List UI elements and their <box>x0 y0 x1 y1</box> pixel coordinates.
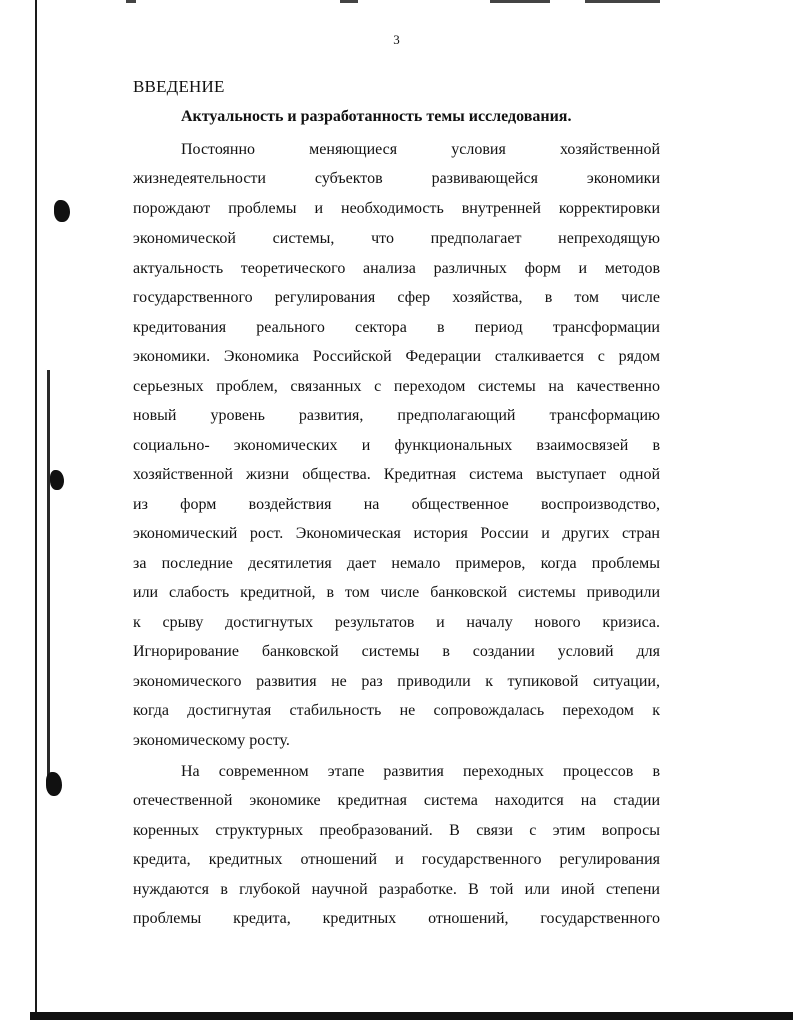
text-line: жизнедеятельности субъектов развивающейся экономики <box>133 170 660 187</box>
text-line: хозяйственной жизни общества. Кредитная система выступает одной <box>133 466 660 483</box>
text-line: коренных структурных преобразований. В связи с этим вопросы <box>133 822 660 839</box>
text-line: Игнорирование банковской системы в создании условий для <box>133 643 660 660</box>
text-line: экономики. Экономика Российской Федерации сталкивается с рядом <box>133 348 660 365</box>
scan-edge-inner <box>47 370 50 790</box>
text-line: экономическому росту. <box>133 732 290 749</box>
text-line: серьезных проблем, связанных с переходом системы на качественно <box>133 378 660 395</box>
scan-artifact <box>490 0 550 3</box>
text-line: новый уровень развития, предполагающий трансформацию <box>133 407 660 424</box>
text-line: когда достигнутая стабильность не сопровождалась переходом к <box>133 702 660 719</box>
text-line: экономического развития не раз приводили к тупиковой ситуации, <box>133 673 660 690</box>
scan-artifact <box>340 0 358 3</box>
scan-artifact <box>46 772 62 796</box>
scan-artifact <box>585 0 660 3</box>
text-line: проблемы кредита, кредитных отношений, государственного <box>133 910 660 927</box>
text-line: из форм воздействия на общественное воспроизводство, <box>133 496 660 513</box>
text-line: экономической системы, что предполагает непреходящую <box>133 230 660 247</box>
text-line: экономический рост. Экономическая история России и других стран <box>133 525 660 542</box>
scan-artifact <box>54 200 70 222</box>
text-line: кредита, кредитных отношений и государственного регулирования <box>133 851 660 868</box>
text-line: государственного регулирования сфер хозяйства, в том числе <box>133 289 660 306</box>
scan-artifact <box>126 0 136 3</box>
scan-edge-left <box>35 0 37 1012</box>
text-line: или слабость кредитной, в том числе банковской системы приводили <box>133 584 660 601</box>
scan-edge-bottom <box>30 1012 793 1020</box>
text-line: отечественной экономике кредитная система находится на стадии <box>133 792 660 809</box>
section-subheading: Актуальность и разработанность темы исследования. <box>181 108 572 125</box>
text-line: социально- экономических и функциональных взаимосвязей в <box>133 437 660 454</box>
text-line: за последние десятилетия дает немало примеров, когда проблемы <box>133 555 660 572</box>
section-heading: ВВЕДЕНИЕ <box>133 77 225 96</box>
text-line: актуальность теоретического анализа различных форм и методов <box>133 260 660 277</box>
text-line: нуждаются в глубокой научной разработке. В той или иной степени <box>133 881 660 898</box>
text-line: Постоянно меняющиеся условия хозяйственной <box>181 141 660 158</box>
text-line: порождают проблемы и необходимость внутренней корректировки <box>133 200 660 217</box>
text-line: к срыву достигнутых результатов и началу нового кризиса. <box>133 614 660 631</box>
text-line: кредитования реального сектора в период трансформации <box>133 319 660 336</box>
text-line: На современном этапе развития переходных процессов в <box>181 763 660 780</box>
page-number: 3 <box>393 32 400 47</box>
scan-artifact <box>50 470 64 490</box>
